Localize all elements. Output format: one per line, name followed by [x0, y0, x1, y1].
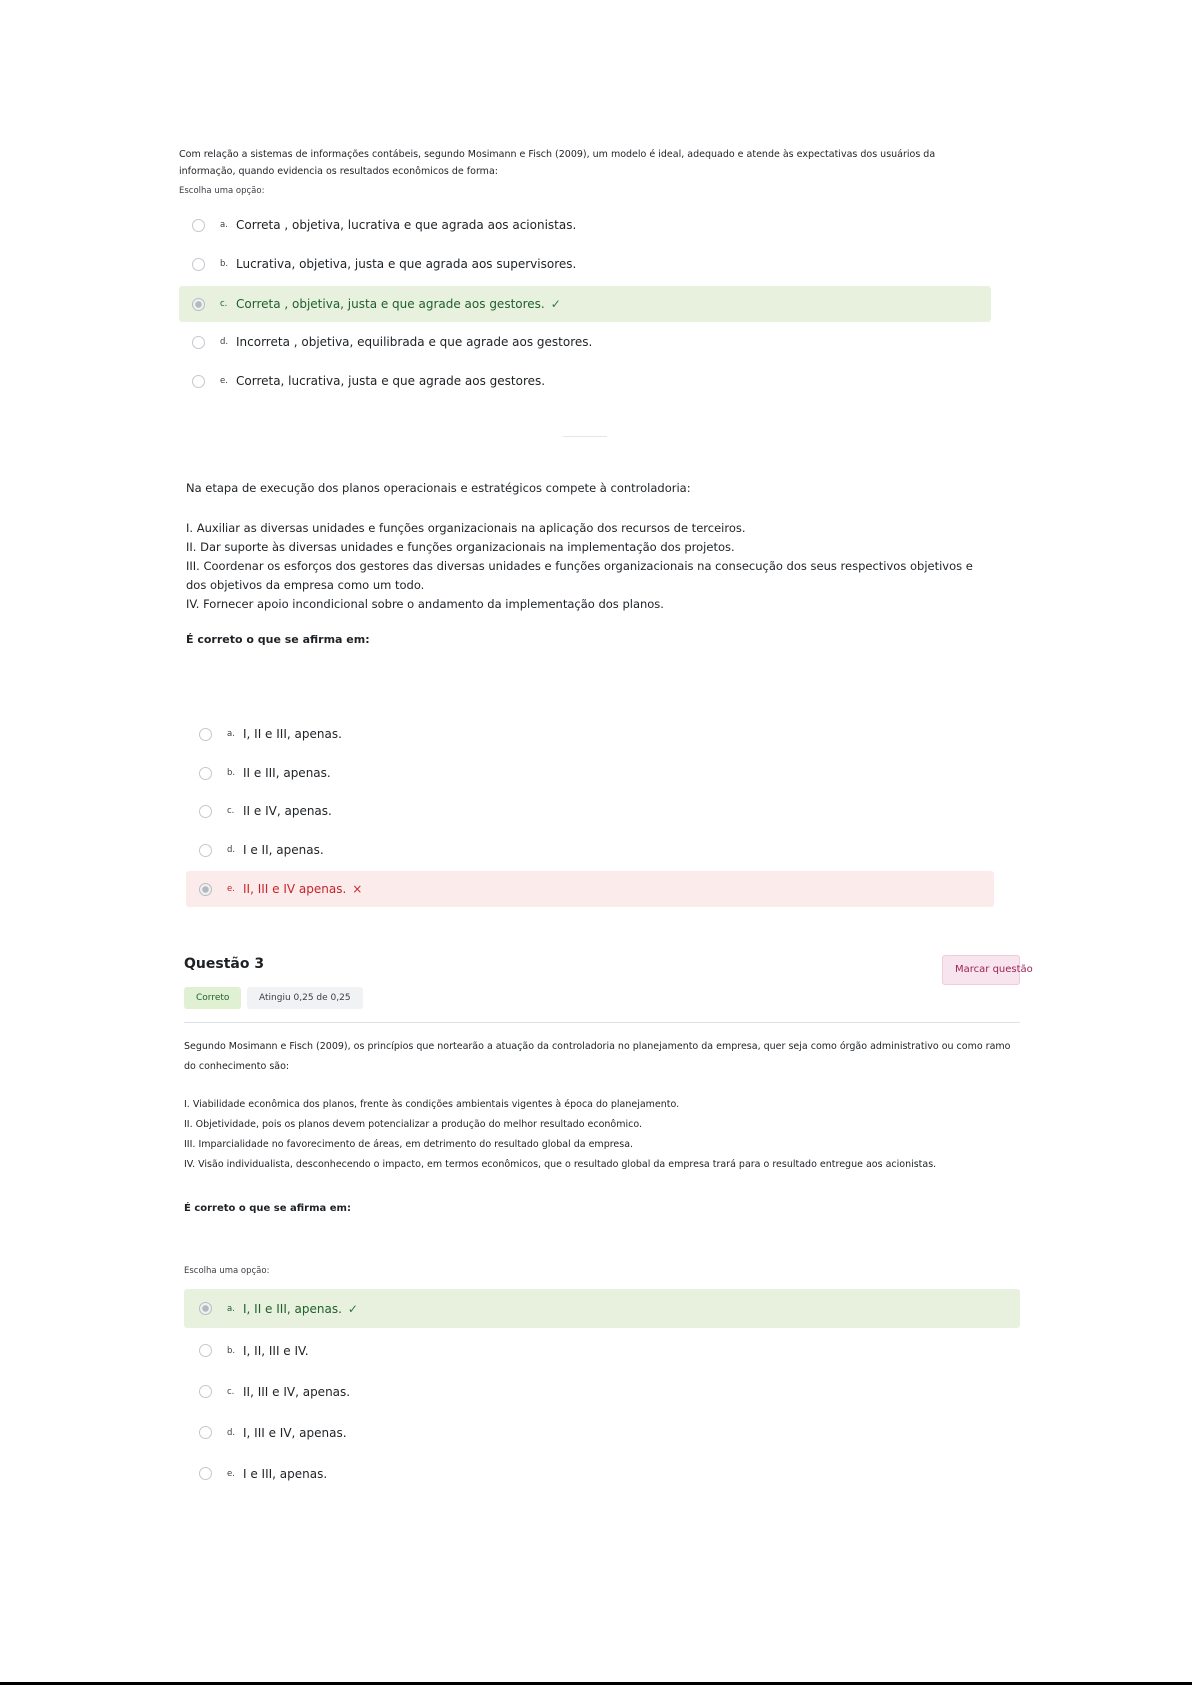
option-text: II e III, apenas.: [243, 766, 331, 780]
radio-button[interactable]: [199, 1385, 212, 1398]
option-letter: b.: [227, 768, 236, 778]
option-letter: e.: [227, 1468, 235, 1479]
question1-option-d[interactable]: [179, 324, 991, 360]
radio-button[interactable]: [192, 258, 205, 271]
option-letter: b.: [227, 1345, 236, 1356]
option-text: Correta , objetiva, justa e que agrade aos gestores.: [236, 297, 545, 311]
question1-option-b[interactable]: [179, 246, 991, 282]
question3-option-a[interactable]: [184, 1289, 1020, 1328]
cross-icon: ×: [352, 882, 363, 896]
option-letter: e.: [227, 884, 235, 894]
radio-button[interactable]: [199, 767, 212, 780]
option-text: Lucrativa, objetiva, justa e que agrada aos supervisores.: [236, 257, 577, 271]
question-separator: [563, 436, 607, 437]
question3-choose-label: Escolha uma opção:: [184, 1266, 270, 1276]
option-letter: a.: [220, 220, 228, 230]
flag-question-button[interactable]: Marcar questão: [942, 955, 1020, 985]
option-letter: c.: [227, 1386, 235, 1397]
question1-option-a[interactable]: [179, 207, 991, 243]
question2-statements: [186, 519, 996, 614]
question1-option-e[interactable]: [179, 363, 991, 399]
radio-button[interactable]: [199, 883, 212, 896]
question3-text: Segundo Mosimann e Fisch (2009), os princípios que nortearão a atuação da controladoria no planejamento da empresa, quer seja como órgão administrativo ou como ramo do conhecimento são:: [184, 1041, 1011, 1072]
option-text: I, II e III, apenas.: [243, 1301, 342, 1316]
statement: I. Auxiliar as diversas unidades e funções organizacionais na aplicação dos recursos de terceiros.: [186, 521, 746, 535]
question3-option-e[interactable]: [184, 1454, 1020, 1493]
statement: II. Dar suporte às diversas unidades e funções organizacionais na implementação dos projetos.: [186, 540, 735, 554]
check-icon: ✓: [550, 297, 561, 311]
question3-prompt: É correto o que se afirma em:: [184, 1203, 351, 1214]
question1-text: Com relação a sistemas de informações contábeis, segundo Mosimann e Fisch (2009), um modelo é ideal, adequado e atende às expectativas dos usuários da informação, quando evidencia os resultados econômicos de forma:: [179, 149, 936, 177]
radio-button[interactable]: [199, 1426, 212, 1439]
radio-button[interactable]: [192, 336, 205, 349]
question2-prompt: É correto o que se afirma em:: [186, 633, 370, 646]
option-letter: a.: [227, 1303, 235, 1314]
option-text: I e III, apenas.: [243, 1466, 328, 1481]
option-letter: c.: [220, 299, 228, 309]
question2-intro: Na etapa de execução dos planos operacionais e estratégicos compete à controladoria:: [186, 481, 691, 495]
option-letter: c.: [227, 806, 235, 816]
statement: IV. Visão individualista, desconhecendo o impacto, em termos econômicos, que o resultado global da empresa trará para o resultado entregue aos acionistas.: [184, 1159, 937, 1170]
statement: IV. Fornecer apoio incondicional sobre o andamento da implementação dos planos.: [186, 597, 664, 611]
grade-badge: Atingiu 0,25 de 0,25: [247, 987, 363, 1009]
option-letter: a.: [227, 729, 235, 739]
header-divider: [184, 1022, 1020, 1023]
radio-button[interactable]: [199, 1467, 212, 1480]
question3-title: Questão 3: [184, 956, 265, 972]
statement: II. Objetividade, pois os planos devem potencializar a produção do melhor resultado econômico.: [184, 1119, 643, 1130]
radio-button[interactable]: [199, 844, 212, 857]
question2-option-c[interactable]: [186, 793, 994, 829]
question2-option-b[interactable]: [186, 755, 994, 791]
question2-option-a[interactable]: [186, 716, 994, 752]
option-letter: e.: [220, 376, 228, 386]
question1-option-c[interactable]: [179, 286, 991, 322]
option-text: Correta , objetiva, lucrativa e que agrada aos acionistas.: [236, 218, 577, 232]
check-icon: ✓: [347, 1301, 358, 1316]
option-text: II, III e IV apenas.: [243, 882, 347, 896]
option-text: II e IV, apenas.: [243, 804, 332, 818]
radio-button[interactable]: [192, 375, 205, 388]
question1-choose-label: Escolha uma opção:: [179, 186, 265, 196]
option-letter: d.: [227, 845, 236, 855]
option-text: II, III e IV, apenas.: [243, 1384, 351, 1399]
radio-button[interactable]: [199, 1302, 212, 1315]
option-text: I, III e IV, apenas.: [243, 1425, 347, 1440]
statement: III. Imparcialidade no favorecimento de áreas, em detrimento do resultado global da empresa.: [184, 1139, 634, 1150]
status-badge: Correto: [184, 987, 241, 1009]
option-text: Incorreta , objetiva, equilibrada e que agrade aos gestores.: [236, 335, 593, 349]
question3-statements: [184, 1095, 1020, 1175]
option-text: I e II, apenas.: [243, 843, 324, 857]
option-text: I, II e III, apenas.: [243, 727, 342, 741]
radio-button[interactable]: [199, 1344, 212, 1357]
option-text: I, II, III e IV.: [243, 1343, 309, 1358]
question2-option-d[interactable]: [186, 832, 994, 868]
question3-option-b[interactable]: [184, 1331, 1020, 1370]
radio-button[interactable]: [192, 298, 205, 311]
question3-option-c[interactable]: [184, 1372, 1020, 1411]
option-letter: d.: [227, 1427, 236, 1438]
option-text: Correta, lucrativa, justa e que agrade aos gestores.: [236, 374, 546, 388]
radio-button[interactable]: [192, 219, 205, 232]
statement: III. Coordenar os esforços dos gestores das diversas unidades e funções organizacionais na consecução dos seus respectivos objetivos e dos objetivos da empresa como um todo.: [186, 559, 973, 592]
question2-option-e[interactable]: [186, 871, 994, 907]
question3-option-d[interactable]: [184, 1413, 1020, 1452]
option-letter: d.: [220, 337, 229, 347]
option-letter: b.: [220, 259, 229, 269]
statement: I. Viabilidade econômica dos planos, frente às condições ambientais vigentes à época do planejamento.: [184, 1099, 680, 1110]
radio-button[interactable]: [199, 728, 212, 741]
radio-button[interactable]: [199, 805, 212, 818]
